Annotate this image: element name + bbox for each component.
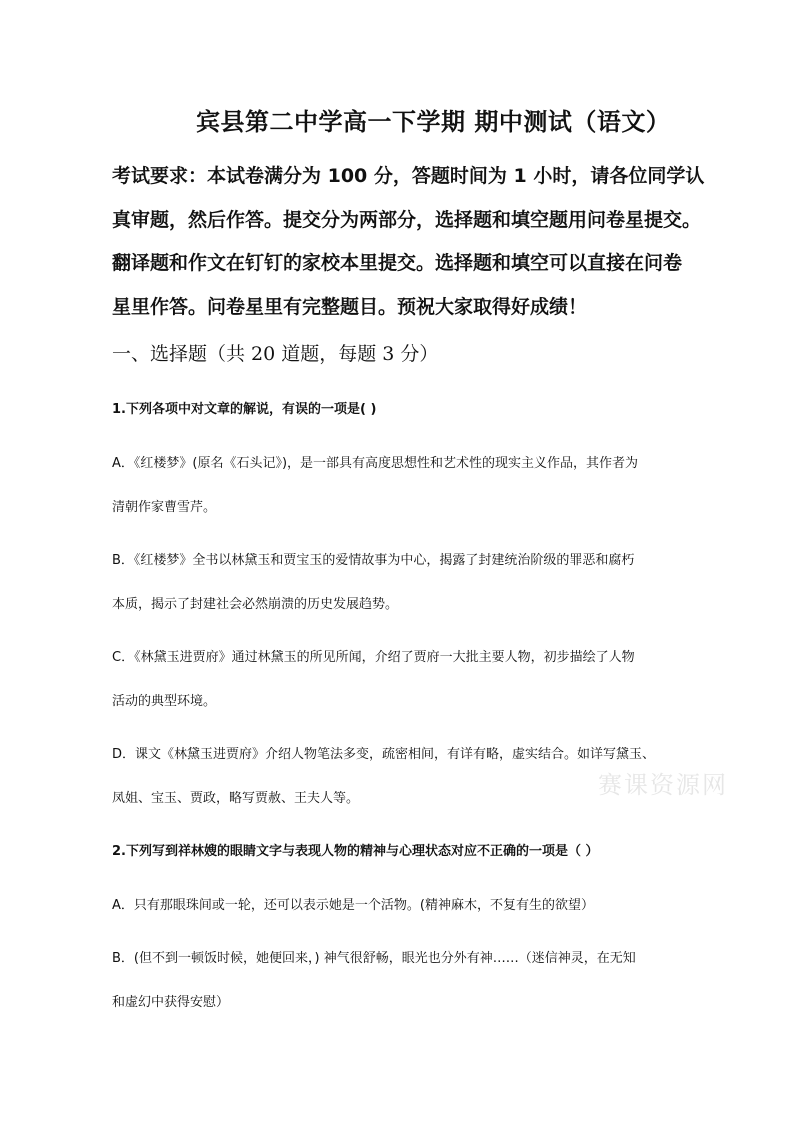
question-1-stem: 1.下列各项中对文章的解说，有误的一项是( ) — [112, 402, 377, 417]
question-1-option-b: B．《红楼梦》全书以林黛玉和贾宝玉的爱情故事为中心，揭露了封建统治阶级的罪恶和腐朽 — [112, 553, 635, 568]
requirements-line: 真审题，然后作答。提交分为两部分，选择题和填空题用问卷星提交。 — [112, 208, 702, 231]
requirements-line: 翻译题和作文在钉钉的家校本里提交。选择题和填空可以直接在问卷 — [112, 252, 683, 274]
watermark: 赛课资源网 — [598, 771, 728, 799]
question-1-option-a: A．《红楼梦》(原名《石头记》)，是一部具有高度思想性和艺术性的现实主义作品，其作者为 — [112, 456, 639, 471]
question-2-option-a: A．只有那眼珠间或一轮，还可以表示她是一个活物。(精神麻木，不复有生的欲望） — [112, 898, 594, 913]
question-1-option-b-cont: 本质，揭示了封建社会必然崩溃的历史发展趋势。 — [112, 597, 399, 612]
question-2-option-b-cont: 和虚幻中获得安慰） — [112, 995, 230, 1010]
question-2-option-b: B．(但不到一顿饭时候，她便回来，) 神气很舒畅，眼光也分外有神……（迷信神灵，在无知 — [112, 951, 636, 966]
question-2-stem: 2.下列写到祥林嫂的眼睛文字与表现人物的精神与心理状态对应不正确的一项是（ ） — [112, 844, 599, 859]
question-1-option-c: C．《林黛玉进贾府》通过林黛玉的所见所闻，介绍了贾府一大批主要人物，初步描绘了人物 — [112, 650, 635, 665]
question-1-option-d: D．课文《林黛玉进贾府》介绍人物笔法多变，疏密相间，有详有略，虚实结合。如详写黛玉、 — [112, 747, 656, 762]
exam-requirements — [112, 155, 705, 329]
requirements-line: 考试要求：本试卷满分为 100 分，答题时间为 1 小时，请各位同学认 — [112, 165, 705, 187]
question-1-option-d-cont: 凤姐、宝玉、贾政，略写贾赦、王夫人等。 — [112, 791, 360, 806]
section-heading: 一、选择题（共 20 道题，每题 3 分） — [112, 343, 439, 365]
exam-title: 宾县第二中学高一下学期 期中测试（语文） — [196, 108, 671, 136]
question-1-option-c-cont: 活动的典型环境。 — [112, 694, 217, 709]
question-1-option-a-cont: 清朝作家曹雪芹。 — [112, 500, 217, 515]
requirements-line: 星里作答。问卷星里有完整题目。预祝大家取得好成绩！ — [112, 295, 588, 318]
